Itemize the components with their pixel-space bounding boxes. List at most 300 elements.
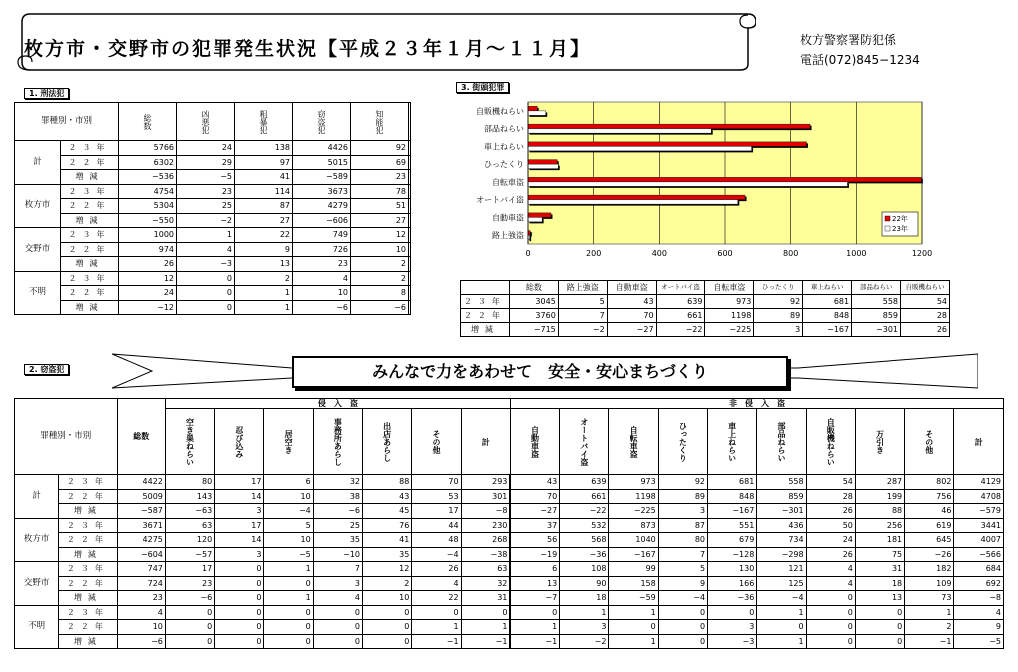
column-header: ひったくり [754,281,803,295]
row-label: 増減 [461,323,510,337]
value-cell: −6 [165,591,214,606]
value-cell: 0 [806,591,855,606]
value-cell: 0 [215,562,264,577]
value-cell: 29 [177,155,235,170]
value-cell: −63 [165,504,214,519]
value-cell: −167 [708,504,757,519]
value-cell: 23 [351,170,409,185]
table-row [15,170,411,185]
value-cell: 35 [363,547,412,562]
value-cell: 54 [806,475,855,490]
column-header [235,103,293,141]
row-label: ２２年 [61,199,119,214]
value-cell: 3671 [117,518,165,533]
value-cell: 125 [757,576,806,591]
value-cell: 293 [461,475,510,490]
value-cell: 10 [264,533,313,548]
value-cell: −4 [658,591,707,606]
column-header-category: 罪種別・市別 [15,103,119,141]
value-cell: −301 [852,323,901,337]
value-cell: 26 [806,504,855,519]
table-row [15,184,411,199]
value-cell: 0 [609,620,658,635]
table-row [15,562,1004,577]
value-cell [409,242,411,257]
column-header [609,409,658,475]
value-cell: 32 [461,576,510,591]
row-label: ２３年 [59,605,117,620]
value-cell: 48 [412,533,461,548]
value-cell: 87 [658,518,707,533]
value-cell: 1 [560,605,609,620]
row-label: ２３年 [61,228,119,243]
column-header: オートバイ盗 [656,281,705,295]
value-cell: −36 [560,547,609,562]
slogan-banner: みんなで力をあわせて 安全・安心まちづくり [292,356,788,388]
value-cell: 268 [461,533,510,548]
value-cell: 747 [117,562,165,577]
bar-23 [528,129,711,134]
value-cell: 0 [215,576,264,591]
table-header-row [15,103,411,141]
value-cell: 5009 [117,489,165,504]
table-header-row [461,281,950,295]
value-cell: 80 [165,475,214,490]
row-label: ２３年 [59,518,117,533]
column-header-label: 知能犯 [375,109,385,134]
row-label: 増減 [61,170,119,185]
value-cell [409,286,411,301]
value-cell [409,141,411,156]
value-cell: 41 [363,533,412,548]
value-cell: 4422 [117,475,165,490]
value-cell: 973 [609,475,658,490]
value-cell: 0 [215,634,264,649]
row-label: 増減 [59,547,117,562]
value-cell: 568 [560,533,609,548]
value-cell: 6 [264,475,313,490]
x-tick-label: 200 [586,249,602,258]
value-cell: 26 [806,547,855,562]
section-2-label: 2. 窃盗犯 [24,364,69,375]
row-label: ２３年 [59,475,117,490]
section-3-label: 3. 街頭犯罪 [456,82,509,93]
column-header [293,103,351,141]
value-cell [409,213,411,228]
table-row [461,295,950,309]
value-cell: 3 [313,576,362,591]
value-cell: 14 [215,489,264,504]
value-cell: −536 [119,170,177,185]
value-cell: 558 [852,295,901,309]
value-cell: −27 [607,323,656,337]
value-cell: −19 [510,547,559,562]
row-label: ２３年 [59,562,117,577]
table-row [461,309,950,323]
penal-code-crimes-table [14,102,411,315]
value-cell: −3 [708,634,757,649]
value-cell: 4754 [119,184,177,199]
value-cell: 2 [351,271,409,286]
value-cell: −10 [313,547,362,562]
group-label: 不明 [15,605,59,649]
value-cell: −2 [560,634,609,649]
column-header-label: 計 [481,437,491,446]
value-cell: 10 [293,286,351,301]
table-row [15,199,411,214]
value-cell: 5 [264,518,313,533]
value-cell [409,257,411,272]
value-cell: 639 [656,295,705,309]
table-row [15,475,1004,490]
value-cell: 287 [855,475,904,490]
value-cell: 92 [754,295,803,309]
bar-22 [528,106,537,111]
value-cell: 692 [954,576,1004,591]
column-header [165,409,214,475]
value-cell: −6 [117,634,165,649]
column-header-label: 凶悪犯 [201,109,211,134]
x-tick-label: 600 [717,249,733,258]
column-header-label: オートバイ盗 [579,417,589,466]
value-cell: 22 [235,228,293,243]
value-cell: 4129 [954,475,1004,490]
value-cell: 551 [708,518,757,533]
value-cell: 4 [177,242,235,257]
table-row [15,213,411,228]
row-label: 増減 [59,634,117,649]
value-cell: 4708 [954,489,1004,504]
value-cell: 734 [757,533,806,548]
value-cell: 17 [412,504,461,519]
value-cell: 301 [461,489,510,504]
value-cell [409,184,411,199]
group-label: 計 [15,475,59,519]
column-header-label: その他 [924,429,934,454]
x-tick-label: 1200 [911,249,933,258]
value-cell: 92 [658,475,707,490]
value-cell [409,228,411,243]
street-crime-bar-chart [450,94,940,270]
value-cell: 4426 [293,141,351,156]
value-cell [409,155,411,170]
column-header [560,409,609,475]
value-cell: 10 [351,242,409,257]
column-header [215,409,264,475]
column-header [461,281,510,295]
value-cell: 1 [461,620,510,635]
table-row [15,620,1004,635]
column-header-label: 出店あらし [382,421,392,462]
table-row [15,271,411,286]
value-cell: 75 [855,547,904,562]
value-cell: 23 [177,184,235,199]
x-tick-label: 0 [525,249,531,258]
value-cell: 2 [363,576,412,591]
value-cell: 88 [855,504,904,519]
value-cell: 97 [235,155,293,170]
value-cell: −8 [461,504,510,519]
value-cell: 27 [235,213,293,228]
group-label: 枚方市 [15,518,59,562]
y-category-label: 自転車盗 [492,177,524,187]
row-label: ２２年 [59,576,117,591]
value-cell: 1198 [609,489,658,504]
column-header-total: 総数 [117,399,165,475]
value-cell: 18 [560,591,609,606]
column-header: 総数 [509,281,558,295]
value-cell: 3 [658,504,707,519]
value-cell: 54 [901,295,950,309]
value-cell: 43 [510,475,559,490]
value-cell: 1 [264,562,313,577]
y-category-label: 自販機ねらい [476,106,524,116]
value-cell: 45 [363,504,412,519]
value-cell: 4 [412,576,461,591]
value-cell: 0 [165,634,214,649]
value-cell: −606 [293,213,351,228]
row-label: 増減 [59,591,117,606]
value-cell: 12 [119,271,177,286]
value-cell: 661 [656,309,705,323]
row-label: 増減 [59,504,117,519]
column-header [177,103,235,141]
value-cell: 1000 [119,228,177,243]
value-cell: −4 [757,591,806,606]
value-cell: 0 [757,620,806,635]
value-cell: −6 [351,300,409,315]
value-cell: −167 [803,323,852,337]
value-cell: 1 [609,605,658,620]
value-cell: 9 [954,620,1004,635]
column-header [412,409,461,475]
value-cell: 4007 [954,533,1004,548]
page-title: 枚方市・交野市の犯罪発生状況【平成２３年１月～１１月】 [24,38,592,60]
value-cell: 1 [235,300,293,315]
value-cell: 3 [215,547,264,562]
value-cell: 5 [658,562,707,577]
legend-swatch-22 [885,216,890,221]
value-cell: 121 [757,562,806,577]
value-cell: 3 [215,504,264,519]
value-cell: 848 [803,309,852,323]
column-header [510,409,559,475]
column-header [313,409,362,475]
column-header [461,409,510,475]
value-cell: −5 [264,547,313,562]
bar-23 [528,146,752,151]
value-cell: 89 [658,489,707,504]
organization-info [800,30,920,70]
value-cell: 0 [658,605,707,620]
value-cell: 181 [855,533,904,548]
value-cell: 684 [954,562,1004,577]
value-cell: −57 [165,547,214,562]
row-label: 増減 [61,257,119,272]
row-label: ２２年 [59,620,117,635]
value-cell: 1 [412,620,461,635]
value-cell: 9 [658,576,707,591]
value-cell: 70 [510,489,559,504]
value-cell: 726 [293,242,351,257]
column-header-label: 窃盗犯 [317,109,327,134]
column-header [905,409,954,475]
value-cell: 166 [708,576,757,591]
column-header: 自転車盗 [705,281,754,295]
value-cell: 0 [313,605,362,620]
value-cell: 5766 [119,141,177,156]
value-cell: −3 [177,257,235,272]
value-cell: 436 [757,518,806,533]
bar-22 [528,213,551,218]
value-cell: −4 [264,504,313,519]
value-cell: 2 [905,620,954,635]
value-cell: −589 [293,170,351,185]
column-header: 自動車盗 [607,281,656,295]
column-header-label: 忍び込み [234,425,244,458]
value-cell: 4 [293,271,351,286]
value-cell: 199 [855,489,904,504]
row-label: ２３年 [61,141,119,156]
value-cell: 108 [560,562,609,577]
value-cell: 558 [757,475,806,490]
value-cell: 0 [313,620,362,635]
value-cell: 78 [351,184,409,199]
value-cell: 0 [363,620,412,635]
value-cell: −225 [609,504,658,519]
value-cell: 859 [757,489,806,504]
value-cell: −22 [656,323,705,337]
value-cell: −4 [412,547,461,562]
value-cell: 138 [235,141,293,156]
value-cell: 0 [313,634,362,649]
value-cell: 17 [215,475,264,490]
value-cell: 0 [806,620,855,635]
legend-label: 22年 [892,215,908,223]
value-cell: −38 [461,547,510,562]
value-cell: 46 [905,504,954,519]
column-header-label: 部品ねらい [776,421,786,462]
column-header [119,103,177,141]
value-cell: 0 [855,605,904,620]
value-cell: 0 [264,576,313,591]
y-category-label: 自動車盗 [492,213,524,223]
value-cell: 1 [757,605,806,620]
bar-23 [528,111,546,116]
value-cell: 756 [905,489,954,504]
value-cell: 35 [313,533,362,548]
value-cell: 802 [905,475,954,490]
row-label: ２２年 [59,489,117,504]
value-cell: 27 [351,213,409,228]
value-cell [409,170,411,185]
row-label: ２２年 [61,155,119,170]
value-cell: 7 [658,547,707,562]
value-cell: 99 [609,562,658,577]
column-header: 部品ねらい [852,281,901,295]
column-header [708,409,757,475]
table-row [15,547,1004,562]
value-cell: 5 [558,295,607,309]
value-cell: −128 [708,547,757,562]
value-cell: 0 [510,605,559,620]
value-cell: −8 [954,591,1004,606]
value-cell: 859 [852,309,901,323]
value-cell: −587 [117,504,165,519]
table-row [15,228,411,243]
value-cell: 10 [264,489,313,504]
value-cell: 974 [119,242,177,257]
column-header-label: 居空き [284,429,294,454]
value-cell: 26 [412,562,461,577]
value-cell: 89 [754,309,803,323]
value-cell: 9 [235,242,293,257]
value-cell: 130 [708,562,757,577]
table-row [15,242,411,257]
value-cell: 4 [806,576,855,591]
column-header-label: 計 [974,437,984,446]
section-1-label: 1. 刑法犯 [24,88,69,99]
value-cell: 63 [165,518,214,533]
legend-swatch-23 [885,226,890,231]
group-label: 枚方市 [15,184,61,228]
y-category-label: オートバイ盗 [476,195,524,205]
value-cell: −27 [510,504,559,519]
column-header [264,409,313,475]
column-header [954,409,1004,475]
value-cell: 7 [313,562,362,577]
value-cell: −36 [708,591,757,606]
bar-23 [528,217,542,222]
value-cell: −2 [177,213,235,228]
table-header-row [15,399,1004,409]
column-header: 路上強盗 [558,281,607,295]
value-cell: 0 [363,605,412,620]
value-cell: 182 [905,562,954,577]
value-cell: −579 [954,504,1004,519]
value-cell: 619 [905,518,954,533]
row-label: ２２年 [461,309,510,323]
value-cell: 230 [461,518,510,533]
value-cell: 12 [363,562,412,577]
value-cell: 532 [560,518,609,533]
value-cell: 56 [510,533,559,548]
table-row [15,591,1004,606]
column-header-category: 罪種別・市別 [15,399,118,475]
value-cell: 4 [117,605,165,620]
value-cell: 70 [607,309,656,323]
y-category-label: 路上強盗 [492,231,524,241]
value-cell: 4 [806,562,855,577]
value-cell: 23 [165,576,214,591]
column-header-label: 万引き [875,429,885,454]
value-cell: −167 [609,547,658,562]
value-cell: 31 [855,562,904,577]
column-header-label: 事務所あらし [333,417,343,466]
value-cell: 1040 [609,533,658,548]
table-row [15,286,411,301]
table-row [15,257,411,272]
column-header [855,409,904,475]
value-cell: −5 [954,634,1004,649]
value-cell: 1 [757,634,806,649]
column-header-label: 総数 [143,113,153,130]
bar-22 [528,160,557,165]
value-cell: 0 [215,591,264,606]
value-cell: 679 [708,533,757,548]
value-cell: 6 [510,562,559,577]
x-tick-label: 400 [651,249,667,258]
